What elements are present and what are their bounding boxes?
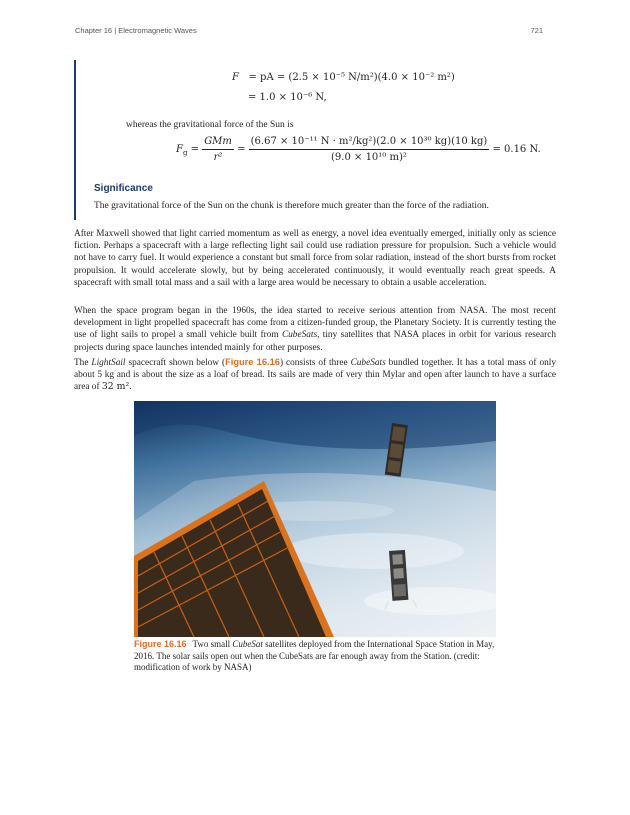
paragraph3-text-1: The	[74, 358, 92, 368]
gravity-subscript: g	[182, 149, 188, 157]
gravity-fraction	[202, 136, 234, 163]
paragraph3-text-4: bundled together. It has a total mass of only about 5 kg and is about the size as a loaf of bread. Its sails are made of very thin Mylar and open after launch to have a surface area of	[74, 358, 556, 393]
paragraph2-text-2: , tiny satellites that NASA places in orbit for various research projects during space launches intended mainly for other purposes.	[74, 330, 556, 353]
gravity-result: = 0.16 N.	[492, 144, 541, 155]
gravity-equation: $F_g$ = $\frac{\text{GMm}}{\text{r²}}$ = $\frac{\text{(6.67 × 10⁻¹¹ N · m²/kg²)(2.0 × 10³⁰ kg)(10 kg)}}{\text{(9.0 × 10¹⁰ m)²}}$ = 0.16 N.	[176, 136, 541, 163]
paragraph3-lightsail-emphasis: LightSail	[91, 358, 126, 368]
paragraph3-cubesats-emphasis: CubeSats	[350, 358, 386, 368]
paragraph-lightsail	[74, 356, 556, 394]
force-equation-line1: = pA = (2.5 × 10⁻⁵ N/m²)(4.0 × 10⁻² m²)	[248, 72, 455, 83]
significance-heading: Significance	[94, 183, 153, 194]
force-equation	[232, 68, 455, 108]
gravity-force-symbol: F	[176, 144, 183, 155]
paragraph3-text-2: spacecraft shown below (	[125, 358, 226, 368]
gravity-value-fraction	[249, 136, 490, 163]
figure-link[interactable]: Figure 16.16	[225, 357, 280, 367]
chapter-header: Chapter 16 | Electromagnetic Waves	[75, 26, 197, 35]
paragraph3-text-3: ) consists of three	[279, 358, 351, 368]
caption-emphasis: CubeSat	[232, 639, 263, 649]
whereas-text: whereas the gravitational force of the Sun is	[126, 120, 294, 130]
paragraph3-area: 32 m²	[101, 381, 130, 393]
figure-label: Figure 16.16	[134, 639, 187, 649]
significance-text: The gravitational force of the Sun on the chunk is therefore much greater than the force of the radiation.	[94, 201, 489, 211]
cubesat-photo	[134, 401, 496, 637]
caption-text-1: Two small	[192, 639, 233, 649]
force-equation-line2: = 1.0 × 10⁻⁶ N,	[248, 92, 327, 103]
paragraph-maxwell: After Maxwell showed that light carried momentum as well as energy, a novel idea eventually emerged, initially only as science fiction. Perhaps a spacecraft with a large reflecting light sail could use radiation pressure for propulsion. Such a vehicle would not have to carry fuel. It would experience a constant but small force from solar radiation, instead of the short bursts from rocket propulsion. It would accelerate slowly, but by being accelerated continuously, it would eventually reach great speeds. A spacecraft with small total mass and a sail with a large area would be necessary to obtain a usable acceleration.	[74, 229, 556, 288]
paragraph2-emphasis: CubeSats	[281, 330, 318, 341]
paragraph3-text-5: .	[129, 382, 132, 393]
gravity-value-numerator: (6.67 × 10⁻¹¹ N · m²/kg²)(2.0 × 10³⁰ kg)(10 kg)	[249, 136, 490, 150]
paragraph-space-program	[74, 305, 556, 354]
force-symbol: F	[232, 72, 239, 83]
page-number: 721	[530, 26, 543, 35]
figure-caption	[134, 639, 496, 674]
gravity-fraction-numerator: GMm	[202, 136, 234, 150]
example-sidebar-rule	[74, 60, 76, 220]
paragraph2-text-1: When the space program began in the 1960s, the idea started to receive serious attention from NASA. The most recent development in light propelled spacecraft has come from a citizen-funded group, the Planetary Society. It is currently testing the use of light sails to propel a small vehicle built from	[74, 306, 556, 341]
caption-text-2: satellites deployed from the International Space Station in May, 2016. The solar sails open out when the CubeSats are far enough away from the Station. (credit: modification of work by NASA)	[134, 639, 495, 672]
gravity-value-denominator: (9.0 × 10¹⁰ m)²	[331, 152, 407, 163]
gravity-fraction-denominator: r²	[213, 152, 223, 163]
